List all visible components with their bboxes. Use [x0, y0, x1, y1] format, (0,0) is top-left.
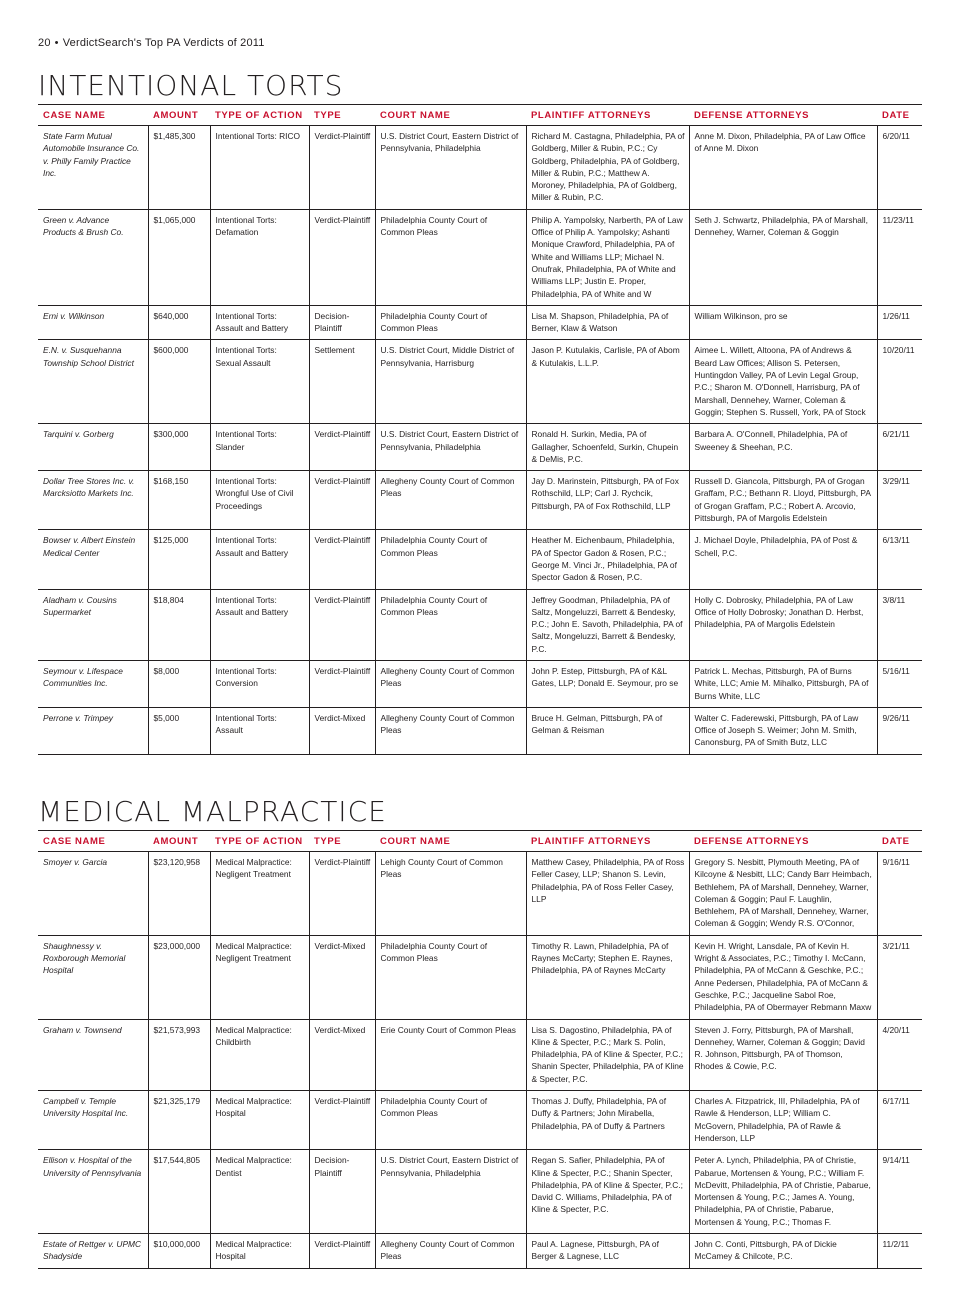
court-name-cell: Allegheny County Court of Common Pleas	[375, 707, 526, 754]
table-row	[38, 340, 922, 424]
date-cell: 6/21/11	[877, 424, 922, 471]
amount-cell: $10,000,000	[148, 1234, 210, 1269]
plaintiff-attorneys-cell: Jason P. Kutulakis, Carlisle, PA of Abom & Kutulakis, L.L.P.	[526, 340, 689, 424]
table-row	[38, 1019, 922, 1090]
date-cell: 10/20/11	[877, 340, 922, 424]
plaintiff-attorneys-cell: Jay D. Marinstein, Pittsburgh, PA of Fox Rothschild, LLP; Carl J. Rychcik, Pittsburgh, PA of Fox Rothschild, LLP	[526, 471, 689, 530]
table-row	[38, 589, 922, 660]
court-name-cell: Allegheny County Court of Common Pleas	[375, 471, 526, 530]
verdicts-table	[38, 830, 922, 1269]
plaintiff-attorneys-cell: Timothy R. Lawn, Philadelphia, PA of Raynes McCarty; Stephen E. Raynes, Philadelphia, PA of Raynes McCarty	[526, 935, 689, 1019]
court-name-cell: Lehigh County Court of Common Pleas	[375, 852, 526, 936]
type-of-action-cell: Medical Malpractice: Negligent Treatment	[210, 852, 309, 936]
defense-attorneys-cell: John C. Conti, Pittsburgh, PA of Dickie McCamey & Chilcote, P.C.	[689, 1234, 877, 1269]
defense-attorneys-cell: Walter C. Faderewski, Pittsburgh, PA of Law Office of Joseph S. Weimer; John M. Smith, Canonsburg, PA of Smith Butz, LLC	[689, 707, 877, 754]
column-header-date: DATE	[877, 105, 922, 126]
case-name-cell: Tarquini v. Gorberg	[38, 424, 148, 471]
table-row	[38, 1091, 922, 1150]
case-name-cell: E.N. v. Susquehanna Township School District	[38, 340, 148, 424]
case-name-cell: Dollar Tree Stores Inc. v. Marcksiotto Markets Inc.	[38, 471, 148, 530]
case-name-cell: Bowser v. Albert Einstein Medical Center	[38, 530, 148, 589]
verdicts-table	[38, 104, 922, 755]
date-cell: 11/2/11	[877, 1234, 922, 1269]
amount-cell: $640,000	[148, 305, 210, 340]
court-name-cell: Allegheny County Court of Common Pleas	[375, 1234, 526, 1269]
plaintiff-attorneys-cell: Regan S. Safier, Philadelphia, PA of Kline & Specter, P.C.; Shanin Specter, Philadelphia, PA of Kline & Specter, P.C.; David C. Williams, Philadelphia, PA of Kline & Specter, P.C.	[526, 1150, 689, 1234]
defense-attorneys-cell: Barbara A. O'Connell, Philadelphia, PA of Sweeney & Sheehan, P.C.	[689, 424, 877, 471]
plaintiff-attorneys-cell: Philip A. Yampolsky, Narberth, PA of Law Office of Philip A. Yampolsky; Ashanti Monique Crawford, Philadelphia, PA of White and Williams LLP; Michael N. Onufrak, Philadelphia, PA of White and Williams LLP; Justin E. Proper, Philadelphia, PA of White and W	[526, 209, 689, 305]
type-of-action-cell: Medical Malpractice: Hospital	[210, 1091, 309, 1150]
case-name-cell: Campbell v. Temple University Hospital Inc.	[38, 1091, 148, 1150]
court-name-cell: Philadelphia County Court of Common Pleas	[375, 935, 526, 1019]
court-name-cell: Philadelphia County Court of Common Pleas	[375, 209, 526, 305]
defense-attorneys-cell: Russell D. Giancola, Pittsburgh, PA of Grogan Graffam, P.C.; Bethann R. Lloyd, Pittsburgh, PA of Grogan Graffam, P.C.; Robert A. Arcovio, Pittsburgh, PA of Margolis Edelstein	[689, 471, 877, 530]
section-title: MEDICAL MALPRACTICE	[38, 795, 387, 828]
defense-attorneys-cell: J. Michael Doyle, Philadelphia, PA of Post & Schell, P.C.	[689, 530, 877, 589]
date-cell: 9/16/11	[877, 852, 922, 936]
court-name-cell: Philadelphia County Court of Common Pleas	[375, 305, 526, 340]
plaintiff-attorneys-cell: Heather M. Eichenbaum, Philadelphia, PA of Spector Gadon & Rosen, P.C.; George M. Vinci Jr., Philadelphia, PA of Spector Gadon & Rosen, P.C.	[526, 530, 689, 589]
verdict-type-cell: Settlement	[309, 340, 375, 424]
amount-cell: $168,150	[148, 471, 210, 530]
type-of-action-cell: Intentional Torts: Assault and Battery	[210, 305, 309, 340]
date-cell: 9/14/11	[877, 1150, 922, 1234]
case-name-cell: Perrone v. Trimpey	[38, 707, 148, 754]
defense-attorneys-cell: Charles A. Fitzpatrick, III, Philadelphia, PA of Rawle & Henderson, LLP; William C. McGovern, Philadelphia, PA of Rawle & Henderson, LLP	[689, 1091, 877, 1150]
verdict-type-cell: Verdict-Plaintiff	[309, 209, 375, 305]
verdict-type-cell: Verdict-Plaintiff	[309, 660, 375, 707]
court-name-cell: Philadelphia County Court of Common Pleas	[375, 1091, 526, 1150]
type-of-action-cell: Intentional Torts: Defamation	[210, 209, 309, 305]
table-row	[38, 126, 922, 210]
plaintiff-attorneys-cell: Bruce H. Gelman, Pittsburgh, PA of Gelman & Reisman	[526, 707, 689, 754]
verdict-type-cell: Decision-Plaintiff	[309, 305, 375, 340]
verdict-type-cell: Decision-Plaintiff	[309, 1150, 375, 1234]
defense-attorneys-cell: Seth J. Schwartz, Philadelphia, PA of Marshall, Dennehey, Warner, Coleman & Goggin	[689, 209, 877, 305]
column-header-amount: AMOUNT	[148, 831, 210, 852]
plaintiff-attorneys-cell: Thomas J. Duffy, Philadelphia, PA of Duffy & Partners; John Mirabella, Philadelphia, PA of Duffy & Partners	[526, 1091, 689, 1150]
plaintiff-attorneys-cell: Ronald H. Surkin, Media, PA of Gallagher, Schoenfeld, Surkin, Chupein & DeMis, P.C.	[526, 424, 689, 471]
amount-cell: $1,485,300	[148, 126, 210, 210]
column-header-defense-attorneys: DEFENSE ATTORNEYS	[689, 105, 877, 126]
column-header-defense-attorneys: DEFENSE ATTORNEYS	[689, 831, 877, 852]
table-row	[38, 707, 922, 754]
amount-cell: $1,065,000	[148, 209, 210, 305]
date-cell: 4/20/11	[877, 1019, 922, 1090]
type-of-action-cell: Intentional Torts: Assault	[210, 707, 309, 754]
case-name-cell: Ellison v. Hospital of the University of Pennsylvania	[38, 1150, 148, 1234]
case-name-cell: Green v. Advance Products & Brush Co.	[38, 209, 148, 305]
amount-cell: $600,000	[148, 340, 210, 424]
date-cell: 1/26/11	[877, 305, 922, 340]
defense-attorneys-cell: Steven J. Forry, Pittsburgh, PA of Marshall, Dennehey, Warner, Coleman & Goggin; David R. Johnson, Pittsburgh, PA of Thomson, Rhodes & Cowie, P.C.	[689, 1019, 877, 1090]
amount-cell: $21,573,993	[148, 1019, 210, 1090]
case-name-cell: State Farm Mutual Automobile Insurance Co. v. Philly Family Practice Inc.	[38, 126, 148, 210]
verdict-type-cell: Verdict-Mixed	[309, 1019, 375, 1090]
type-of-action-cell: Intentional Torts: Slander	[210, 424, 309, 471]
column-header-verdict-type: TYPE	[309, 105, 375, 126]
verdict-type-cell: Verdict-Plaintiff	[309, 852, 375, 936]
type-of-action-cell: Intentional Torts: Assault and Battery	[210, 589, 309, 660]
defense-attorneys-cell: Gregory S. Nesbitt, Plymouth Meeting, PA of Kilcoyne & Nesbitt, LLC; Candy Barr Heimbach, Bethlehem, PA of Marshall, Dennehey, Warner, Coleman & Goggin; Paul F. Laughlin, Bethlehem, PA of Marshall, Dennehey, Warner, Coleman & Goggin; Wendy R.S. O'Connor,	[689, 852, 877, 936]
court-name-cell: Philadelphia County Court of Common Pleas	[375, 589, 526, 660]
case-name-cell: Smoyer v. Garcia	[38, 852, 148, 936]
amount-cell: $23,000,000	[148, 935, 210, 1019]
case-name-cell: Erni v. Wilkinson	[38, 305, 148, 340]
case-name-cell: Shaughnessy v. Roxborough Memorial Hospital	[38, 935, 148, 1019]
verdict-type-cell: Verdict-Plaintiff	[309, 424, 375, 471]
column-header-plaintiff-attorneys: PLAINTIFF ATTORNEYS	[526, 105, 689, 126]
case-name-cell: Aladham v. Cousins Supermarket	[38, 589, 148, 660]
date-cell: 9/26/11	[877, 707, 922, 754]
column-header-case-name: CASE NAME	[38, 105, 148, 126]
court-name-cell: U.S. District Court, Middle District of Pennsylvania, Harrisburg	[375, 340, 526, 424]
table-header-row	[38, 105, 922, 126]
type-of-action-cell: Medical Malpractice: Childbirth	[210, 1019, 309, 1090]
column-header-verdict-type: TYPE	[309, 831, 375, 852]
defense-attorneys-cell: Holly C. Dobrosky, Philadelphia, PA of Law Office of Holly Dobrosky; Jonathan D. Herbst, Philadelphia, PA of Margolis Edelstein	[689, 589, 877, 660]
verdict-type-cell: Verdict-Plaintiff	[309, 1091, 375, 1150]
verdict-type-cell: Verdict-Plaintiff	[309, 530, 375, 589]
amount-cell: $23,120,958	[148, 852, 210, 936]
type-of-action-cell: Intentional Torts: Conversion	[210, 660, 309, 707]
column-header-type-of-action: TYPE OF ACTION	[210, 831, 309, 852]
column-header-amount: AMOUNT	[148, 105, 210, 126]
plaintiff-attorneys-cell: Lisa S. Dagostino, Philadelphia, PA of Kline & Specter, P.C.; Mark S. Polin, Philadelphia, PA of Kline & Specter, P.C.; Shanin Specter, Philadelphia, PA of Kline & Specter, P.C.	[526, 1019, 689, 1090]
section-title: INTENTIONAL TORTS	[38, 69, 344, 102]
verdict-type-cell: Verdict-Plaintiff	[309, 589, 375, 660]
case-name-cell: Estate of Rettger v. UPMC Shadyside	[38, 1234, 148, 1269]
defense-attorneys-cell: Anne M. Dixon, Philadelphia, PA of Law Office of Anne M. Dixon	[689, 126, 877, 210]
plaintiff-attorneys-cell: Jeffrey Goodman, Philadelphia, PA of Saltz, Mongeluzzi, Barrett & Bendesky, P.C.; John E. Savoth, Philadelphia, PA of Saltz, Mongeluzzi, Barrett & Bendesky, P.C.	[526, 589, 689, 660]
defense-attorneys-cell: Patrick L. Mechas, Pittsburgh, PA of Burns White, LLC; Amie M. Mihalko, Pittsburgh, PA of Burns White, LLC	[689, 660, 877, 707]
defense-attorneys-cell: William Wilkinson, pro se	[689, 305, 877, 340]
amount-cell: $21,325,179	[148, 1091, 210, 1150]
court-name-cell: Philadelphia County Court of Common Pleas	[375, 530, 526, 589]
type-of-action-cell: Intentional Torts: Wrongful Use of Civil Proceedings	[210, 471, 309, 530]
date-cell: 6/20/11	[877, 126, 922, 210]
type-of-action-cell: Intentional Torts: RICO	[210, 126, 309, 210]
table-row	[38, 305, 922, 340]
amount-cell: $8,000	[148, 660, 210, 707]
table-row	[38, 660, 922, 707]
amount-cell: $125,000	[148, 530, 210, 589]
date-cell: 5/16/11	[877, 660, 922, 707]
column-header-court-name: COURT NAME	[375, 831, 526, 852]
table-row	[38, 1150, 922, 1234]
court-name-cell: U.S. District Court, Eastern District of Pennsylvania, Philadelphia	[375, 1150, 526, 1234]
table-row	[38, 209, 922, 305]
column-header-plaintiff-attorneys: PLAINTIFF ATTORNEYS	[526, 831, 689, 852]
plaintiff-attorneys-cell: Richard M. Castagna, Philadelphia, PA of Goldberg, Miller & Rubin, P.C.; Cy Goldberg, Philadelphia, PA of Goldberg, Miller & Rubin, P.C.; Matthew A. Moroney, Philadelphia, PA of Goldberg, Miller & Rubin, P.C.	[526, 126, 689, 210]
page-number: 20	[38, 37, 51, 49]
type-of-action-cell: Medical Malpractice: Dentist	[210, 1150, 309, 1234]
date-cell: 11/23/11	[877, 209, 922, 305]
date-cell: 3/29/11	[877, 471, 922, 530]
date-cell: 3/8/11	[877, 589, 922, 660]
table-row	[38, 471, 922, 530]
type-of-action-cell: Intentional Torts: Sexual Assault	[210, 340, 309, 424]
verdict-type-cell: Verdict-Mixed	[309, 935, 375, 1019]
column-header-court-name: COURT NAME	[375, 105, 526, 126]
type-of-action-cell: Intentional Torts: Assault and Battery	[210, 530, 309, 589]
section-intentional-torts	[38, 70, 922, 755]
verdict-type-cell: Verdict-Plaintiff	[309, 1234, 375, 1269]
verdict-type-cell: Verdict-Plaintiff	[309, 126, 375, 210]
court-name-cell: Allegheny County Court of Common Pleas	[375, 660, 526, 707]
date-cell: 6/13/11	[877, 530, 922, 589]
date-cell: 6/17/11	[877, 1091, 922, 1150]
section-medical-malpractice	[38, 796, 922, 1269]
column-header-type-of-action: TYPE OF ACTION	[210, 105, 309, 126]
table-row	[38, 1234, 922, 1269]
header-separator: •	[54, 37, 59, 49]
table-row	[38, 424, 922, 471]
defense-attorneys-cell: Aimee L. Willett, Altoona, PA of Andrews & Beard Law Offices; Allison S. Petersen, Huntingdon Valley, PA of Levin Legal Group, P.C.; Sharon M. O'Donnell, Harrisburg, PA of Marshall, Dennehey, Warner, Coleman & Goggin; Stephen S. Russell, York, PA of Stock	[689, 340, 877, 424]
case-name-cell: Seymour v. Lifespace Communities Inc.	[38, 660, 148, 707]
table-row	[38, 852, 922, 936]
table-header-row	[38, 831, 922, 852]
publication-title: VerdictSearch's Top PA Verdicts of 2011	[62, 37, 265, 49]
date-cell: 3/21/11	[877, 935, 922, 1019]
column-header-case-name: CASE NAME	[38, 831, 148, 852]
court-name-cell: U.S. District Court, Eastern District of Pennsylvania, Philadelphia	[375, 126, 526, 210]
defense-attorneys-cell: Kevin H. Wright, Lansdale, PA of Kevin H. Wright & Associates, P.C.; Timothy I. McCann, Philadelphia, PA of McCann & Geschke, P.C.; Anne Pedersen, Philadelphia, PA of McCann & Geschke, P.C.; Jacqueline Sabol Roe, Philadelphia, PA of Obermayer Rebmann Maxw	[689, 935, 877, 1019]
verdict-type-cell: Verdict-Plaintiff	[309, 471, 375, 530]
court-name-cell: U.S. District Court, Eastern District of Pennsylvania, Philadelphia	[375, 424, 526, 471]
type-of-action-cell: Medical Malpractice: Negligent Treatment	[210, 935, 309, 1019]
amount-cell: $17,544,805	[148, 1150, 210, 1234]
plaintiff-attorneys-cell: Matthew Casey, Philadelphia, PA of Ross Feller Casey, LLP; Shanon S. Levin, Philadelphia, PA of Ross Feller Casey, LLP	[526, 852, 689, 936]
amount-cell: $5,000	[148, 707, 210, 754]
plaintiff-attorneys-cell: John P. Estep, Pittsburgh, PA of K&L Gates, LLP; Donald E. Seymour, pro se	[526, 660, 689, 707]
page-header	[38, 37, 265, 49]
defense-attorneys-cell: Peter A. Lynch, Philadelphia, PA of Christie, Pabarue, Mortensen & Young, P.C.; William F. McDevitt, Philadelphia, PA of Christie, Pabarue, Mortensen & Young, P.C.; James A. Young, Philadelphia, PA of Christie, Pabarue, Mortensen & Young, P.C.; Thomas F.	[689, 1150, 877, 1234]
plaintiff-attorneys-cell: Paul A. Lagnese, Pittsburgh, PA of Berger & Lagnese, LLC	[526, 1234, 689, 1269]
type-of-action-cell: Medical Malpractice: Hospital	[210, 1234, 309, 1269]
table-row	[38, 530, 922, 589]
plaintiff-attorneys-cell: Lisa M. Shapson, Philadelphia, PA of Berner, Klaw & Watson	[526, 305, 689, 340]
case-name-cell: Graham v. Townsend	[38, 1019, 148, 1090]
table-row	[38, 935, 922, 1019]
amount-cell: $300,000	[148, 424, 210, 471]
column-header-date: DATE	[877, 831, 922, 852]
court-name-cell: Erie County Court of Common Pleas	[375, 1019, 526, 1090]
verdict-type-cell: Verdict-Mixed	[309, 707, 375, 754]
amount-cell: $18,804	[148, 589, 210, 660]
